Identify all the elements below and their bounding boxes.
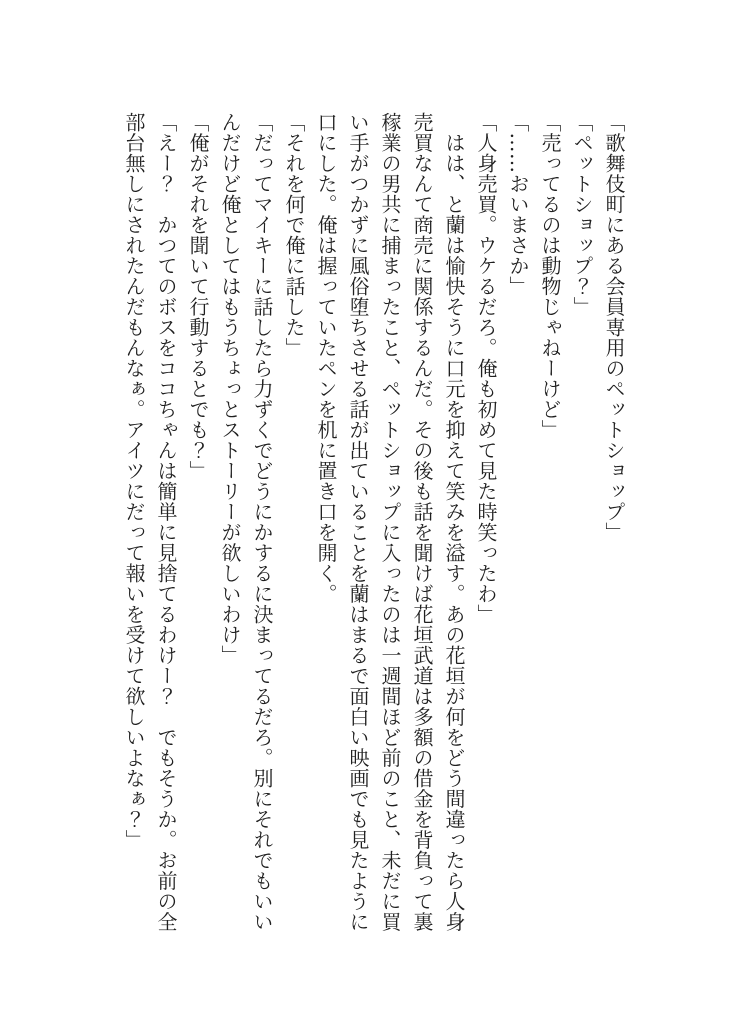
dialogue-line-6: 「それを何で俺に話した」 xyxy=(282,112,306,358)
dialogue-line-5: 「人身売買。ウケるだろ。俺も初めて見た時笑ったわ」 xyxy=(474,112,498,625)
dialogue-line-7: 「だってマイキーに話したら力ずくでどうにかするに決まってるだろ。別にそれでもいいんだけど俺としてはもうちょっとストーリーが欲しいわけ」 xyxy=(218,112,274,932)
dialogue-line-1: 「歌舞伎町にある会員専用のペットショップ」 xyxy=(602,112,626,543)
dialogue-line-9: 「えー？ かつてのボスをココちゃんは簡単に見捨てるわけー？ でもそうか。お前の全部台無しにされたんだもんなぁ。アイツにだって報いを受けて欲しいよなぁ？」 xyxy=(122,112,178,932)
dialogue-line-2: 「ペットショップ？」 xyxy=(570,112,594,317)
dialogue-line-4: 「……おいまさか」 xyxy=(506,112,530,297)
vertical-text-block xyxy=(118,112,630,932)
narration-paragraph: はは、と蘭は愉快そうに口元を抑えて笑みを溢す。あの花垣が何をどう間違ったら人身売買なんて商売に関係するんだ。その後も話を聞けば花垣武道は多額の借金を背負って裏稼業の男共に捕まったこと、ペットショップに入ったのは一週間ほど前のこと、未だに買い手がつかずに風俗堕ちさせる話が出ていることを蘭はまるで面白い映画でも見たように口にした。俺は握っていたペンを机に置き口を開く。 xyxy=(314,112,466,932)
dialogue-line-8: 「俺がそれを聞いて行動するとでも？」 xyxy=(186,112,210,481)
dialogue-line-3: 「売ってるのは動物じゃねーけど」 xyxy=(538,112,562,440)
